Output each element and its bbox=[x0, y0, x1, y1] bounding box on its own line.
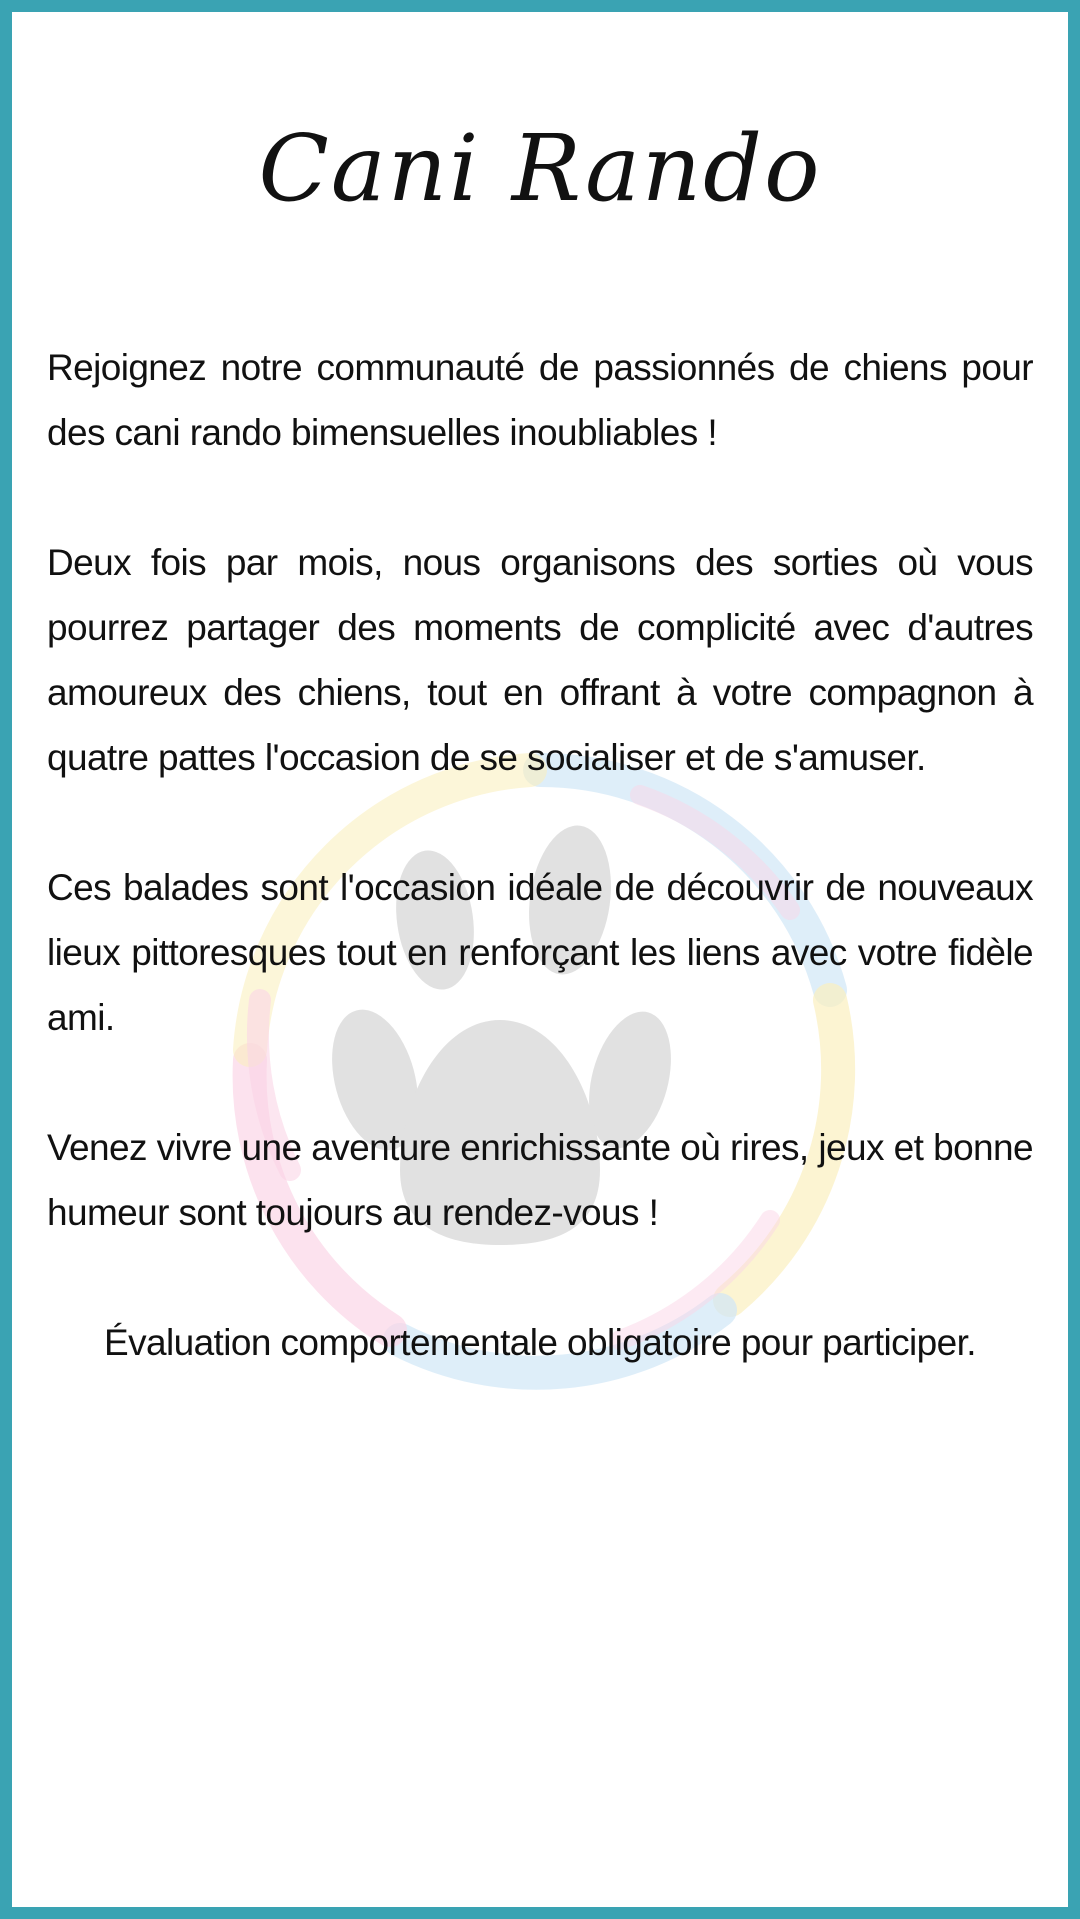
page-title bbox=[0, 70, 1080, 270]
title-script bbox=[258, 70, 822, 270]
intro-paragraph: Rejoignez notre communauté de passionnés de chiens pour des cani rando bimensuelles inoubliables ! bbox=[47, 347, 1033, 453]
title-text: Cani Rando bbox=[258, 115, 822, 222]
evaluation-notice: Évaluation comportementale obligatoire pour participer. bbox=[104, 1322, 976, 1363]
schedule-paragraph: Deux fois par mois, nous organisons des sorties où vous pourrez partager des moments de complicité avec d'autres amoureux des chiens, tout en offrant à votre compagnon à quatre pattes l'occasion de se socialiser et de s'amuser. bbox=[47, 542, 1033, 778]
description bbox=[47, 335, 1033, 1440]
invitation-paragraph: Venez vivre une aventure enrichissante où rires, jeux et bonne humeur sont toujours au rendez-vous ! bbox=[47, 1127, 1033, 1233]
walks-paragraph: Ces balades sont l'occasion idéale de découvrir de nouveaux lieux pittoresques tout en renforçant les liens avec votre fidèle ami. bbox=[47, 867, 1033, 1038]
